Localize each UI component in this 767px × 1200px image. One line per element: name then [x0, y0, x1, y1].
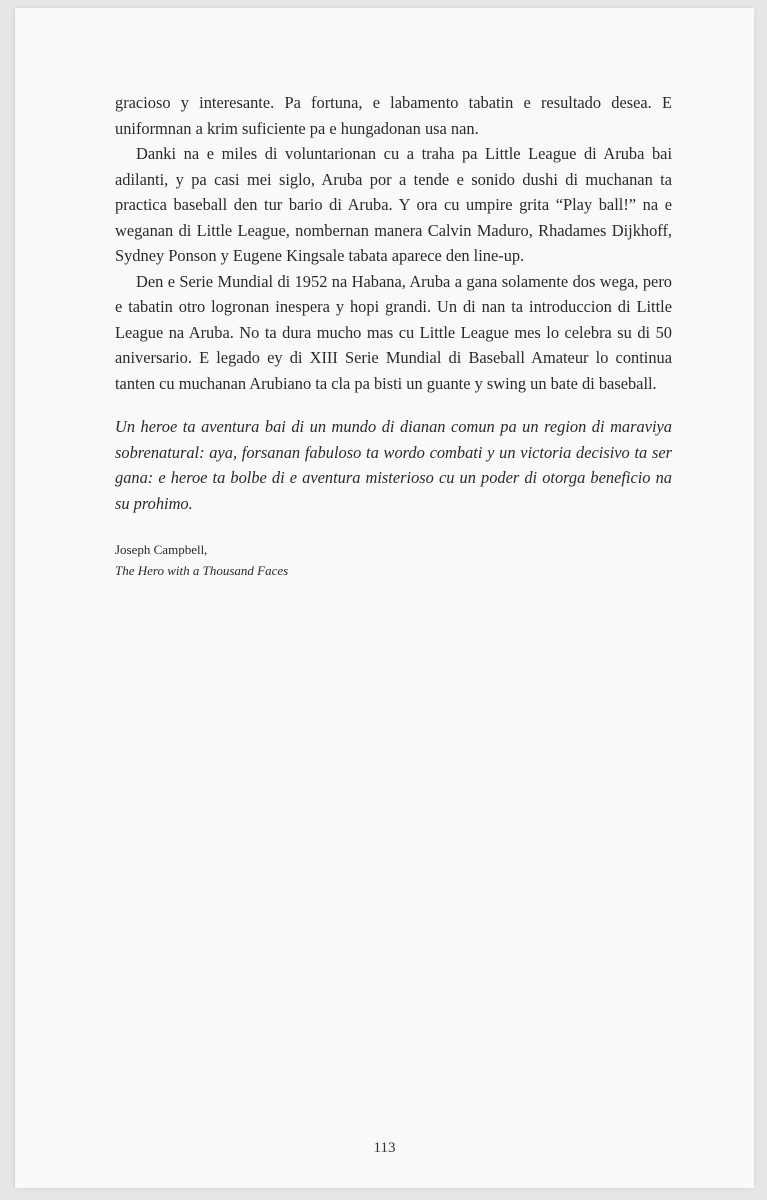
page-number: 113 — [373, 1140, 396, 1156]
book-page — [14, 8, 754, 1188]
paragraph: gracioso y interesante. Pa fortuna, e labamento tabatin e resultado desea. E uniformnan a krim suficiente pa e hungadonan usa nan. — [115, 93, 672, 138]
body-text — [115, 90, 672, 396]
epigraph-author: Joseph Campbell, — [115, 542, 208, 557]
epigraph-attribution — [115, 539, 672, 581]
paragraph: Den e Serie Mundial di 1952 na Habana, Aruba a gana solamente dos wega, pero e tabatin otro logronan inespera y hopi grandi. Un di nan ta introduccion di Little League na Aruba. No ta dura mucho mas cu Little League mes lo celebra su di 50 aniversario. E legado ey di XIII Serie Mundial di Baseball Amateur lo continua tanten cu muchanan Arubiano ta cla pa bisti un guante y swing un bate di baseball. — [115, 271, 672, 393]
epigraph-source-title: The Hero with a Thousand Faces — [115, 563, 289, 578]
text-block — [115, 90, 672, 581]
paragraph: Danki na e miles di voluntarionan cu a traha pa Little League di Aruba bai adilanti, y pa casi mei siglo, Aruba por a tende e sonido dushi di muchanan ta practica baseball den tur bario di Aruba. Y ora cu umpire grita “Play ball!” na e weganan di Little League, nombernan manera Calvin Maduro, Rhadames Dijkhoff, Sydney Ponson y Eugene Kingsale tabata aparece den line-up. — [115, 144, 672, 265]
epigraph-quote: Un heroe ta aventura bai di un mundo di dianan comun pa un region di maraviya sobrenatural: aya, forsanan fabuloso ta wordo combati y un victoria decisivo ta ser gana: e heroe ta bolbe di e aventura misterioso cu un poder di otorga beneficio na su prohimo. — [115, 417, 672, 513]
